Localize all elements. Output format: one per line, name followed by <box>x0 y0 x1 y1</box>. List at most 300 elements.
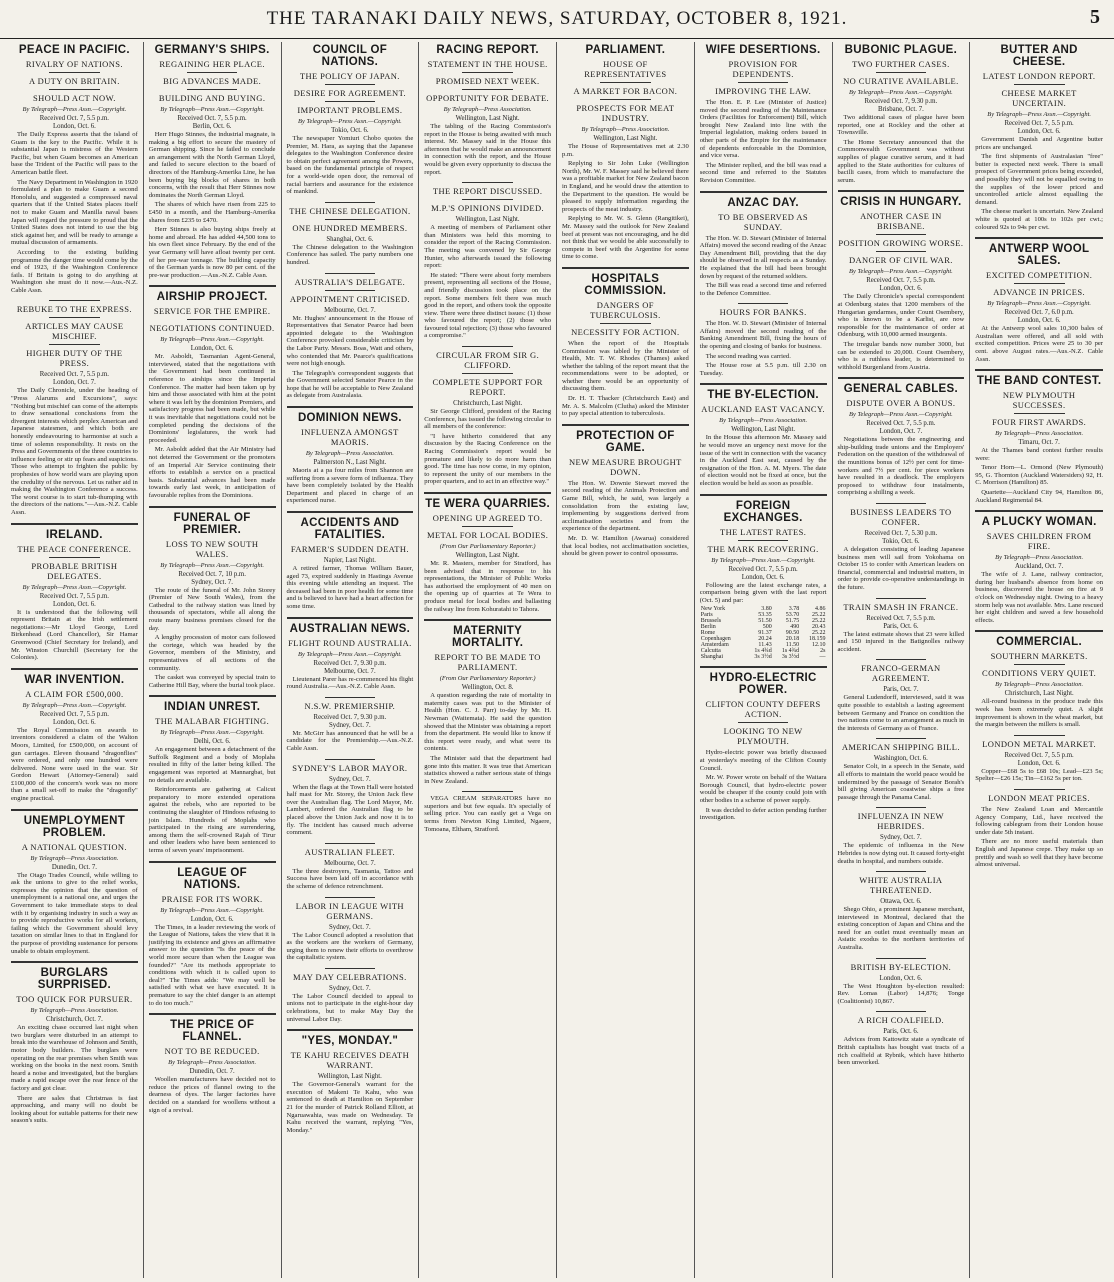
article-byline: By Telegraph—Press Association. <box>443 106 532 113</box>
subhead-rule <box>600 99 651 100</box>
article-paragraph: The wife of J. Lane, railway contractor, during her husband's absence from home on business, discovered the house on fire at 9 o'clock on Wednesday night. Owing to a heavy storm help was not available. Mrs. Lane rescued her eight children and saved a few household effects. <box>975 571 1103 624</box>
article-subhead: DANGERS OF TUBERCULOSIS. <box>590 299 661 320</box>
table-cell: Calcutta <box>700 648 721 655</box>
article-subhead: AUCKLAND EAST VACANCY. <box>701 404 825 415</box>
article-subhead: A CLAIM FOR £500,000. <box>25 688 124 699</box>
column-6 <box>695 42 833 1278</box>
article-subhead: BUILDING AND BUYING. <box>158 93 266 103</box>
subhead-rule <box>49 317 100 318</box>
column-divider <box>11 668 138 670</box>
article-paragraph: The Hon. W. D. Stewart (Minister of Internal Affairs) moved the second reading of the Anzac Day Amendment Bill, providing that the day should be observed in all respects as a Sunday. He explained that the bill had been brought down by request of the returned soldiers. <box>699 234 827 280</box>
article-subhead: LONDON MEAT PRICES. <box>988 792 1090 803</box>
article-dateline: Palmerston N., Last Night. <box>313 459 387 467</box>
article-subhead: THE POLICY OF JAPAN. <box>299 71 400 81</box>
article-dateline: Brisbane, Oct. 7. <box>877 106 924 113</box>
article-headline: THE PRICE OF FLANNEL. <box>170 1019 255 1044</box>
article-subhead: LOSS TO NEW SOUTH WALES. <box>165 538 259 559</box>
table-cell: 20.18 <box>785 636 800 643</box>
article-headline: THE BAND CONTEST. <box>976 375 1102 388</box>
article-subhead: REPORT TO BE MADE TO PARLIAMENT. <box>434 652 541 673</box>
article <box>287 843 414 891</box>
section-rule <box>876 958 927 959</box>
section-rule <box>738 303 789 304</box>
article-subhead: LONDON METAL MARKET. <box>982 738 1097 749</box>
subhead-rule <box>462 373 513 374</box>
article <box>424 492 551 613</box>
article-headline: AUSTRALIAN NEWS. <box>289 622 411 635</box>
subhead-rule <box>187 72 238 73</box>
article-paragraph: The Labor Council adopted a resolution that as the workers are the workers of Germany, urging them to renew their efforts to overthrow the capitalistic system. <box>286 931 414 962</box>
article <box>838 1011 965 1066</box>
table-cell: 1s 4¾d <box>754 648 772 655</box>
article-headline: ACCIDENTS AND FATALITIES. <box>300 517 400 542</box>
table-cell: 12.10 <box>812 642 826 649</box>
section-rule <box>876 738 927 739</box>
section-rule <box>325 202 376 203</box>
article-headline: RACING REPORT. <box>436 44 539 56</box>
article-subhead: IMPROVING THE LAW. <box>715 86 812 96</box>
article-paragraph: The Home Secretary announced that the Commonwealth Government was without supplies of plague curative serum, and it had applied to the State authorities for cultures of bacilli cases, from which to manufacture the serum. <box>837 138 965 184</box>
column-4 <box>419 42 557 1278</box>
column-divider <box>287 406 414 408</box>
article-paragraph: An exciting chase occurred last night when two burglars were disturbed in an attempt to break into the warehouse of Johnson and Smith, motor body builders. The burglars were operating on the rear premises when Smith was working on the books in the next room. Smith heard a noise and investigated, but the burglars made a rapid escape over the rear fence of the factory and got clear. <box>11 1024 138 1092</box>
section-rule <box>325 968 376 969</box>
article-dateline: Received Oct. 7, 5.5 p.m. <box>39 592 110 600</box>
article <box>562 267 689 418</box>
table-cell: 51.50 <box>758 618 772 625</box>
article <box>700 383 827 487</box>
table-cell: — <box>819 654 826 661</box>
article <box>287 44 414 196</box>
article-dateline: London, Oct. 6. <box>741 573 785 581</box>
article <box>287 697 414 753</box>
article-byline: By Telegraph—Press Association. <box>581 126 670 133</box>
article-subhead: OPENING UP AGREED TO. <box>432 513 543 523</box>
article-paragraph: Copper—£68 5s to £68 10s; Lead—£23 5s; Spelter—£26 15s; Tin—£162 5s per ton. <box>975 767 1103 783</box>
article-headline: COMMERCIAL. <box>996 636 1082 649</box>
article-paragraph: The Royal Commission on awards to inventors considered a claim of the Walton Moors, Limited, for £500,000, on account of gun carriages. Eleven thousand "dragonflies" were ordered, and only one hundred were delivered. None were used in the war. Sir Gordon Hewart (Attorney-General) said £100,000 of the concern's work was no more than a small set-off to make the "dragonfly" engine practical. <box>11 726 138 803</box>
article-paragraph: A lengthy procession of motor cars followed the cortege, which was headed by the Governor, members of the Ministry, and representatives of all sections of the community. <box>148 634 276 672</box>
article-paragraph: The three destroyers, Tasmania, Tattoo and Success have been laid off in accordance with the scheme of defence retrenchment. <box>286 867 414 890</box>
article-headline: GERMANY'S SHIPS. <box>154 44 270 56</box>
article-byline: By Telegraph—Press Association. <box>995 681 1084 689</box>
article-dateline: Sydney, Oct. 7. <box>191 578 233 586</box>
article-dateline: Received Oct. 7, 5.5 p.m. <box>39 371 110 379</box>
article-paragraph: A retired farmer, Thomas William Bauer, aged 73, expired suddenly in Hastings Avenue this evening while attending an inquest. The deceased had been in poor health for some time and is believed to have had a heart affection for some time. <box>286 565 414 610</box>
article-paragraph: When the report of the Hospitals Commission was tabled by the Minister of Health, Mr. T. W. Rhodes (Thames) asked whether the tabling of the report meant that the recommendations were to be adopted, or whether there would be an opportunity of discussing them. <box>562 339 689 393</box>
article-dateline: Wellington, Oct. 8. <box>461 684 514 692</box>
article-paragraph: Quartette—Auckland City 94, Hamilton 86, Auckland Regimental 84. <box>975 489 1103 504</box>
table-cell: 3s 3½d <box>781 654 800 661</box>
article-dateline: Wellington, Last Night. <box>593 135 658 142</box>
table-cell: 500 <box>762 624 772 631</box>
subhead-rule <box>1014 84 1065 85</box>
article-dateline: Wellington, Last Night. <box>455 552 520 559</box>
article-byline: By Telegraph—Press Association. <box>719 417 808 425</box>
article-dateline: Wellington, Last Night. <box>317 1073 382 1081</box>
article-dateline: Received Oct. 7, 9.30 p.m. <box>313 713 387 721</box>
article-subhead: THE REPORT DISCUSSED. <box>432 186 543 197</box>
article <box>287 897 414 962</box>
subhead-rule <box>462 89 513 90</box>
article <box>149 1013 276 1114</box>
article-dateline: Sydney, Oct. 7. <box>329 984 371 992</box>
article-dateline: Sydney, Oct. 7. <box>880 834 922 842</box>
article-dateline: Received Oct. 7, 9.30 p.m. <box>864 98 938 105</box>
article-paragraph: The tabling of the Racing Commission's report in the House is being awaited with much interest. Mr. Massey said in the House this afternoon that he would make an announcement in connection with the report, and the House would be given every opportunity to discuss the report. <box>424 123 551 176</box>
subhead-rule <box>738 540 789 541</box>
column-divider <box>838 377 965 379</box>
article-subhead: FARMER'S SUDDEN DEATH. <box>290 544 409 555</box>
column-divider <box>149 1013 276 1015</box>
article-headline: GENERAL CABLES. <box>843 383 958 396</box>
article-paragraph: Tenor Horn—L. Ormond (New Plymouth) 95, G. Thornton (Auckland Watersiders) 92, H. C. Morrison (Hamilton) 85. <box>975 464 1103 487</box>
article-dateline: Sydney, Oct. 7. <box>329 775 371 783</box>
subhead-rule <box>325 84 376 85</box>
subhead-rule <box>462 526 513 527</box>
article-subhead: BIG ADVANCES MADE. <box>163 76 262 86</box>
section-rule <box>325 273 376 274</box>
article <box>838 807 965 865</box>
article-subhead: A DUTY ON BRITAIN. <box>29 76 120 86</box>
article-subhead: HIGHER DUTY OF THE PRESS. <box>26 348 123 369</box>
article-byline: By Telegraph—Press Assn.—Copyright. <box>160 106 264 113</box>
article-dateline: Received Oct. 7, 5.5 p.m. <box>1004 120 1074 127</box>
article-subhead: SERVICE FOR THE EMPIRE. <box>153 306 271 317</box>
article-subhead: TO BE OBSERVED AS SUNDAY. <box>718 211 809 232</box>
article <box>287 1029 414 1134</box>
article <box>700 666 827 821</box>
section-rule <box>876 598 927 599</box>
article-byline: By Telegraph—Press Assn.—Copyright. <box>22 583 127 591</box>
article-paragraph: The House rose at 5.5 p.m. till 2.30 on Tuesday. <box>699 362 827 377</box>
article-paragraph: "I have hitherto considered that any discussion by the Racing Conference on the Racing Commission's report would be premature and likely to do more harm than good. The time has now come, in my opinion, to represent the unity of our members in the proper quarters, and to act in an effective way." <box>424 432 551 486</box>
section-rule <box>325 697 376 698</box>
article-dateline: Tokio, Oct. 6. <box>882 538 920 546</box>
article-paragraph: Replying to Sir John Luke (Wellington North), Mr. W. F. Massey said he believed there was a profitable market for New Zealand bacon in England, and he would draw the attention to the Department to the question. He would be pleased to supply information regarding the prospects of the meat industry. <box>562 160 689 213</box>
article-subhead: A MARKET FOR BACON. <box>573 86 678 96</box>
article-dateline: Shanghai, Oct. 6. <box>326 235 374 243</box>
article <box>287 617 414 691</box>
article-subhead: CIRCULAR FROM SIR G. CLIFFORD. <box>436 350 540 371</box>
article-paragraph: The Daily Express asserts that the island of Guam is the key to the Pacific. While it is substantial Japan is mistress of the Western Pacific, but when Guam becomes an American base the Trident of the Pacific will pass to the American battle fleet. <box>11 131 138 176</box>
article-byline: By Telegraph—Press Assn.—Copyright. <box>848 89 953 96</box>
article-subhead: ADVANCE IN PRICES. <box>993 287 1086 298</box>
article-subhead: ANOTHER CASE IN BRISBANE. <box>860 211 942 232</box>
article-dateline: Wellington, Last Night. <box>455 115 520 122</box>
table-cell: 20.43 <box>812 624 826 631</box>
article-byline: By Telegraph—Press Assn.—Copyright. <box>987 300 1091 308</box>
article-subhead: CLIFTON COUNTY DEFERS ACTION. <box>705 699 821 720</box>
article-dateline: Received Oct. 7, 5.5 p.m. <box>728 565 798 573</box>
article-paragraph: Reinforcements are gathering at Calicut preparatory to more extended operations against the rebels, who are reported to be continuing the slaughter of Hindoos refusing to join Islam. Hundreds of Moplahs who participated in the rising are surrendering, among them the self-crowned Rajah of Tirur and other leaders who have been sentenced to terms of seven years' imprisonment. <box>148 786 276 854</box>
article-paragraph: It is understood that the following will represent Britain at the Irish settlement negotiations:—Mr Lloyd George, Lord Birkenhead (Lord Chancellor), Sir Hamar Greenwood (Chief Secretary for Ireland), and Mr. Winston Churchill (Secretary for the Colonies). <box>11 608 138 662</box>
table-cell: 91.37 <box>758 630 772 637</box>
masthead <box>0 0 1114 39</box>
column-divider <box>975 237 1103 239</box>
article <box>149 285 276 499</box>
section-rule <box>876 807 927 808</box>
article-dateline: Tokio, Oct. 6. <box>331 127 369 134</box>
column-divider <box>11 523 138 525</box>
table-cell: 25.22 <box>812 612 826 619</box>
article <box>975 237 1103 363</box>
table-cell: 18.159 <box>809 636 826 643</box>
article-paragraph: The Hon. W. D. Stewart (Minister of Internal Affairs) moved the second reading of the Banking Amendment Bill, fixing the hours of the opening and closing of banks for business. <box>699 320 827 351</box>
table-cell: 2s <box>820 648 826 655</box>
article-subhead: SAVES CHILDREN FROM FIRE. <box>986 531 1092 552</box>
article-byline: By Telegraph—Press Assn.—Copyright. <box>160 729 264 737</box>
article-subhead: LATEST LONDON REPORT. <box>982 71 1096 81</box>
article-dateline: Timaru, Oct. 7. <box>1018 439 1060 447</box>
article-paragraph: The Minister said that the department had gone into this matter. It was true that American statistics showed a rather serious state of things in New Zealand. <box>424 754 551 785</box>
article-paragraph: Mr. R. Masters, member for Stratford, has been advised that in response to his representations, the Minister of Public Works has authorised the employment of 40 men on the opening up of quarries at Te Wera to produce metal for local bodies and ballasting the railway line from Kohuratahi to Tahora. <box>424 560 551 613</box>
column-divider <box>424 619 551 621</box>
article <box>287 273 414 401</box>
article-dateline: Delhi, Oct. 6. <box>193 738 231 746</box>
article-headline: "YES, MONDAY." <box>301 1035 399 1048</box>
article <box>838 377 965 497</box>
article <box>149 695 276 854</box>
article <box>424 346 551 486</box>
article-subhead: METAL FOR LOCAL BODIES. <box>427 530 549 540</box>
article <box>149 44 276 279</box>
article-paragraph: He stated: "There were about forty members present, representing all sections of the House, and friendly discussion took place on the report. Some members felt there was much good in the report, and others took the opposite view. There were three distinct issues: (1) those who favoured the report; (2) those who favoured total rejection; (3) those who favoured a compromise." <box>424 271 551 340</box>
article-dateline: Melbourne, Oct. 7. <box>324 667 376 675</box>
article <box>424 44 551 176</box>
article <box>11 809 138 956</box>
article-headline: IRELAND. <box>46 528 103 541</box>
article-paragraph: In the House this afternoon Mr. Massey said he would move an urgency next move for the issue of the writ in connection with the vacancy in the Auckland East seat, caused by the resignation of the Hon. A. M. Myers. The date of election would not be fixed at once, but the election would be held as soon as possible. <box>699 434 827 487</box>
article-headline: HOSPITALS COMMISSION. <box>584 272 667 297</box>
article-paragraph: The Navy Department in Washington in 1920 formulated a plan to make Guam a second Honolulu, and suggested a compressed naval quarters that if the United States places itself not to make Guam and Manilla naval bases Japan will regard the pressure to proud that the United States does not intend to use the big stick against her, and will be ready to arrange a mutual discussion of armaments. <box>11 178 138 247</box>
article-subhead: M.P.'S OPINIONS DIVIDED. <box>431 203 545 214</box>
article-byline: By Telegraph—Press Assn.—Copyright. <box>22 106 127 113</box>
article-paragraph: An engagement between a detachment of the Suffolk Regiment and a body of Moplahs resulted in fifty of the latter being killed. The engagement was reported at Mannargbat, but no details are available. <box>148 746 276 784</box>
article <box>975 44 1103 231</box>
column-3 <box>282 42 420 1278</box>
subhead-rule <box>49 89 100 90</box>
article-byline: By Telegraph—Press Association. <box>305 450 394 458</box>
article-paragraph: A meeting of members of Parliament other than Ministers was held this morning to consider the report of the Racing Commission. The meeting was convened by Sir George Hunter, who afterwards issued the following report: <box>424 224 551 270</box>
article-paragraph: Woollen manufacturers have decided not to reduce the prices of flannel owing to the dearness of dyes. The larger factories have decided on a standard for woollens without a sign of a revival. <box>148 1076 276 1114</box>
article-subhead: NEGOTIATIONS CONTINUED. <box>149 323 275 334</box>
article-dateline: Paris, Oct. 6. <box>883 1028 919 1036</box>
article-subhead: FOUR FIRST AWARDS. <box>992 417 1087 428</box>
article-headline: BUBONIC PLAGUE. <box>844 44 958 56</box>
subhead-rule <box>462 199 513 200</box>
subhead-rule <box>49 72 100 73</box>
article-paragraph: VEGA CREAM SEPARATORS have no superiors and but few equals. It's specially of selling price. You can easily get a Vega on terms from Newton King Limited, Ngaere, Tomoana, Eltham, Stratford. <box>424 795 551 833</box>
article-subhead: IMPORTANT PROBLEMS. <box>297 105 403 115</box>
article-dateline: Received Oct. 7, 5.5 p.m. <box>177 115 247 122</box>
article-headline: THE BY-ELECTION. <box>707 389 819 402</box>
subhead-rule <box>738 82 789 83</box>
article-dateline: London, Oct. 6. <box>879 285 923 293</box>
article <box>700 494 827 661</box>
article-paragraph: The Daily Chronicle, under the heading of "Press Alarums and Excursions", says: "Nothing but mischief can come of the attempts to draw sensational conclusions from the divergent interests which perplex American and Japanese statesmen, and which both are honestly endeavouring to harmonise at such a time of solemn responsibility. It rests on the Press and Governments of the three countries to influence feeling or stir up fears and suspicions. Those who attempt to frighten the public by prophesies of how world wars are playing upon the credulity of the nervous. Let us rather aid in making the Washington Conference a success. The worst course is to start tub-thumping with the directors of the nations."—Aus.-N.Z. Cable Assn. <box>11 387 138 516</box>
table-cell: 11.50 <box>785 642 800 649</box>
masthead-title: THE TARANAKI DAILY NEWS, SATURDAY, OCTOBER 8, 1921. <box>266 8 848 29</box>
article-dateline: Christchurch, Last Night. <box>1004 690 1074 698</box>
article-subhead: RIVALRY OF NATIONS. <box>25 59 123 69</box>
column-divider <box>975 510 1103 512</box>
column-divider <box>838 190 965 192</box>
section-rule <box>325 759 376 760</box>
article-subhead: WHITE AUSTRALIA THREATENED. <box>859 875 943 896</box>
subhead-rule <box>49 344 100 345</box>
subhead-rule <box>49 557 100 558</box>
column-7 <box>833 42 971 1278</box>
article-headline: LEAGUE OF NATIONS. <box>177 866 248 891</box>
article-byline: By Telegraph—Press Association. <box>30 854 119 862</box>
article-headline: HYDRO-ELECTRIC POWER. <box>709 672 817 697</box>
article-paragraph: Government Danish and Argentine butter prices are unchanged. <box>975 136 1103 151</box>
section-rule <box>462 346 513 347</box>
section-rule <box>325 897 376 898</box>
article-paragraph: A question regarding the rate of mortality in maternity cases was put to the Minister of Health (Hon. C. J. Parr) to-day by Mr. H. Newman (Waitemata). He said the question showed that the Minister was obtaining a report from the department. He would like to know if this report were ready, and what were its contents. <box>424 692 551 753</box>
article-subhead: NO CURATIVE AVAILABLE. <box>843 76 959 86</box>
article-paragraph: Following are the latest exchange rates, a comparison being given with the last report (Oct. 5) and par: <box>699 581 827 604</box>
article <box>975 630 1103 728</box>
article <box>287 759 414 837</box>
article-dateline: Dunedin, Oct. 7. <box>189 1068 235 1076</box>
article-byline: By Telegraph—Press Assn.—Copyright. <box>848 268 953 276</box>
table-cell: 1s 4¾d <box>781 648 800 655</box>
article-paragraph: Mr. D. W. Hamilton (Awarua) considered that local bodies, not acclimatisation societies, should be given power to control opossums. <box>562 535 689 558</box>
article-subhead: HOUSE OF REPRESENTATIVES <box>584 59 667 79</box>
article-subhead: PRAISE FOR ITS WORK. <box>161 893 263 904</box>
article <box>287 968 414 1023</box>
article-subhead: BUSINESS LEADERS TO CONFER. <box>850 507 952 528</box>
article-subhead: POSITION GROWING WORSE. <box>838 238 964 249</box>
article-headline: CRISIS IN HUNGARY. <box>840 196 962 209</box>
article <box>838 871 965 952</box>
article-subhead: DESIRE FOR AGREEMENT. <box>293 88 407 98</box>
article-dateline: London, Oct. 6. <box>52 600 96 608</box>
article-paragraph: The Telegraph's correspondent suggests that the Government selected Senator Pearce in the hope that he will be acceptable to New Zealand as delegate from Australasia. <box>286 369 414 400</box>
article-headline: WAR INVENTION. <box>24 673 125 686</box>
table-cell: 20.24 <box>758 636 772 643</box>
article-paragraph: The Otago Trades Council, while willing to ask the unions to give to the relief works, expresses the opinion that the question of unemployment is a national one, and urges the Government to take immediate steps to deal with it by organising industry in such a way as to provide reproductive works for all workers, failing which the Government should levy taxation on similar lines to that in England for the purpose of providing sustenance for persons unable to obtain employment. <box>11 871 138 955</box>
article-dateline: Paris, Oct. 6. <box>883 622 919 630</box>
article-dateline: London, Oct. 6. <box>190 345 234 353</box>
article-subhead: A NATIONAL QUESTION. <box>21 841 127 852</box>
column-divider <box>149 506 276 508</box>
article <box>700 303 827 377</box>
subhead-rule <box>1014 283 1065 284</box>
article-subhead: AUSTRALIAN FLEET. <box>304 846 395 857</box>
subhead-rule <box>187 319 238 320</box>
table-cell: 490 <box>790 624 800 631</box>
article <box>975 369 1103 504</box>
article-headline: PARLIAMENT. <box>585 44 666 56</box>
article-subhead: DANGER OF CIVIL WAR. <box>848 255 953 266</box>
article-subhead: HOURS FOR BANKS. <box>719 307 807 318</box>
article-paragraph: The second reading was carried. <box>705 352 791 360</box>
article-subhead: NEW MEASURE BROUGHT DOWN. <box>568 456 682 477</box>
article-subhead: THE CHINESE DELEGATION. <box>289 205 411 216</box>
article-dateline: Received Oct. 7, 5.5 p.m. <box>1004 751 1074 759</box>
column-divider <box>149 695 276 697</box>
table-cell: 53.35 <box>758 612 772 619</box>
article <box>287 511 414 611</box>
article <box>424 182 551 340</box>
subhead-rule <box>1014 413 1065 414</box>
article-byline: By Telegraph—Press Association. <box>168 1059 257 1067</box>
column-5 <box>557 42 695 1278</box>
article-headline: ANZAC DAY. <box>727 196 799 209</box>
table-cell: 25.22 <box>812 618 826 625</box>
article-dateline: Received Oct. 7, 10 p.m. <box>178 570 246 578</box>
subhead-rule <box>325 290 376 291</box>
section-rule <box>1014 789 1065 790</box>
section-rule <box>49 300 100 301</box>
article-paragraph: Sir George Clifford, president of the Racing Conference, has issued the following circular to all members of the conference: <box>424 408 551 431</box>
article-dateline: Berlin, Oct. 6. <box>192 123 232 130</box>
article-paragraph: Mr. McGirr has announced that he will be a candidate for the Premiership.—Aus.-N.Z. Cable Assn. <box>286 729 414 752</box>
article <box>11 300 138 516</box>
column-divider <box>287 617 414 619</box>
section-rule <box>1014 735 1065 736</box>
article-dateline: London, Oct. 6. <box>1017 317 1061 325</box>
article-subhead: BRITISH BY-ELECTION. <box>850 961 952 972</box>
article-subhead: FLIGHT ROUND AUSTRALIA. <box>288 637 412 648</box>
table-cell: Shanghai <box>700 654 724 661</box>
article-dateline: Received Oct. 7, 5.30 p.m. <box>864 530 938 538</box>
article-subhead: THE LATEST RATES. <box>720 526 807 537</box>
article <box>838 503 965 592</box>
section-rule <box>876 659 927 660</box>
section-rule <box>462 182 513 183</box>
article-paragraph: A delegation consisting of leading Japanese business men will sail from Yokohama on October 15 to confer with American leaders on financial, commercial and industrial matters, in order to provide co-operative understandings in the future. <box>837 546 965 591</box>
article-byline: By Telegraph—Press Association. <box>30 1007 119 1015</box>
table-cell: Berlin <box>700 624 716 631</box>
article-paragraph: The newspaper Yomiuri Chobo quotes the Premier, M. Hara, as saying that the Japanese delegates to the Washington Conference desire to obtain perfect agreement among the Powers, based on the fundamental principle of respect for a world-wide open door, the removal of racial barriers and assurance for the existence of mankind. <box>286 135 414 196</box>
section-rule <box>325 843 376 844</box>
article-byline: (From Our Parliamentary Reporter.) <box>439 543 536 550</box>
article-headline: TE WERA QUARRIES. <box>425 498 551 510</box>
article-paragraph: The latest estimate shows that 23 were killed and 150 injured in the Batignolles railway accident. <box>837 630 965 653</box>
article <box>975 735 1103 783</box>
article-paragraph: When the flags at the Town Hall were hoisted half mast for Mr. Storey, the Union Jack flew over the Australian flag. The Lord Mayor, Mr. Lambert, ordered the Australian flag to be placed above the Union Jack and now it is to fly. The incident has caused much adverse comment. <box>286 783 414 837</box>
article-paragraph: At the Antwerp wool sales 10,300 bales of Australian were offered, and all sold with excited competition. Prices were 25 to 30 per cent. above August rates.—Aus.-N.Z. Cable Assn. <box>975 325 1103 363</box>
subhead-rule <box>738 722 789 723</box>
article-dateline: Christchurch, Last Night. <box>453 400 523 408</box>
article-headline: UNEMPLOYMENT PROBLEM. <box>23 814 126 839</box>
article-headline: PEACE IN PACIFIC. <box>18 44 130 56</box>
table-row <box>700 654 827 660</box>
article-subhead: AUSTRALIA'S DELEGATE. <box>294 276 406 287</box>
article <box>11 668 138 803</box>
table-cell: New York <box>700 606 726 613</box>
article-paragraph: It was decided to defer action pending further investigation. <box>699 806 827 822</box>
table-cell: 51.75 <box>785 618 800 625</box>
article-paragraph: The Hon. E. P. Lee (Minister of Justice) moved the second reading of the Maintenance Orders (Facilities for Enforcement) Bill, which brought New Zealand into line with the Imperial legislation, making orders issued in other parts of the Empire for the maintenance of dependents enforceable in the Dominion, and vice versa. <box>699 99 827 160</box>
article-paragraph: The Chinese delegation to the Washington Conference has sailed. The party numbers one hundred. <box>286 243 414 266</box>
table-cell: Brussels <box>700 618 722 625</box>
article-paragraph: Advices from Kattowitz state a syndicate of British capitalists has bought vast tracts of a rich coalfield at Rybnik, which have hitherto been unworked. <box>837 1036 965 1067</box>
article-dateline: London, Oct. 6. <box>879 974 923 982</box>
article-paragraph: At the Thames band contest further results were: <box>975 447 1103 462</box>
article <box>838 659 965 732</box>
article <box>287 202 414 267</box>
article-headline: BURGLARS SURPRISED. <box>37 967 112 992</box>
subhead-rule <box>325 101 376 102</box>
article-headline: BUTTER AND CHEESE. <box>1000 44 1078 68</box>
article <box>287 406 414 505</box>
article-byline: By Telegraph—Press Assn.—Copyright. <box>987 111 1091 118</box>
